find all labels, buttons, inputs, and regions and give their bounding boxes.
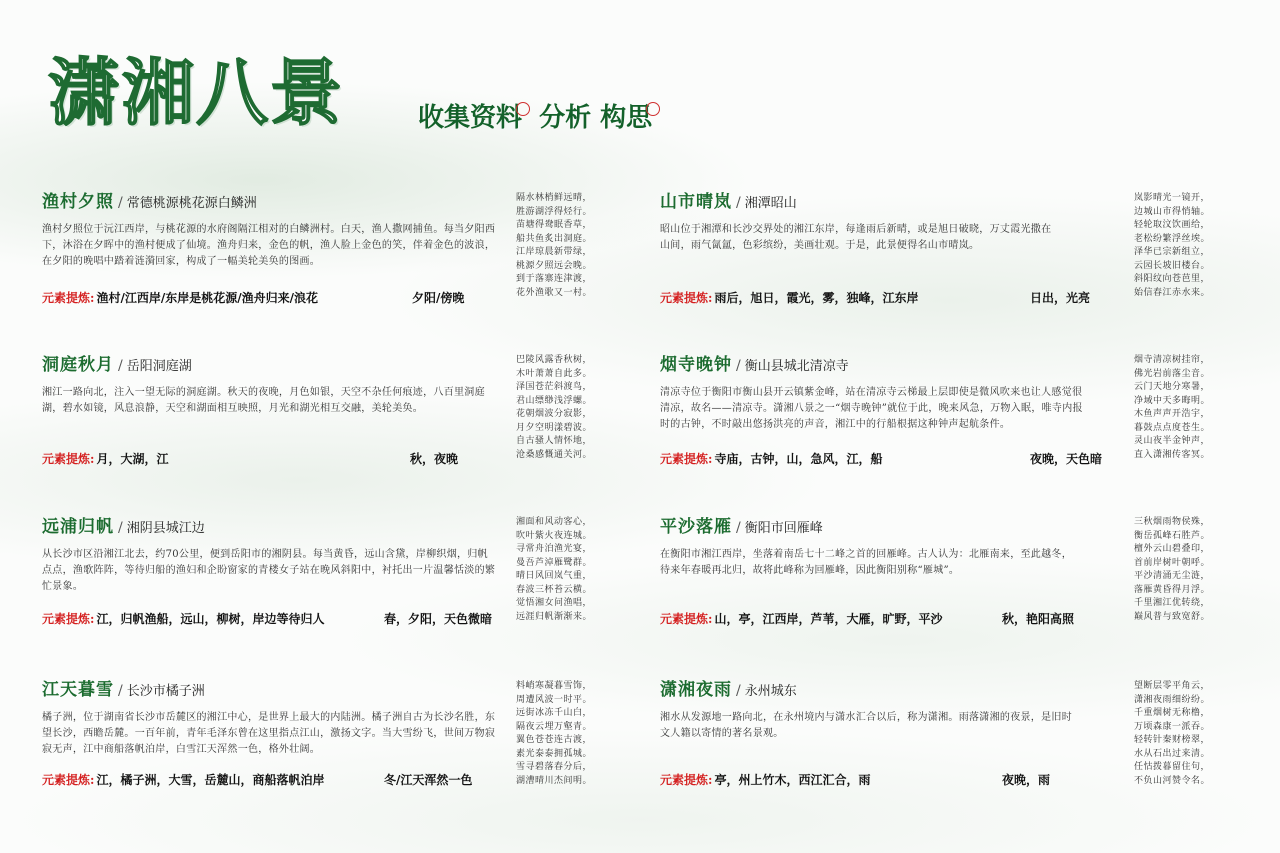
section-location: 岳阳洞庭湖	[126, 359, 192, 374]
page-title: 潇湘八景	[48, 50, 345, 135]
section-poem: 三秋烟雨物侯殊， 衡岳孤峰石胜芦。 檀外云山碧叠印， 首前岸树叶朝呼。 平沙清涌无尘涟， 落雁黄昏得月浮。 千里湘江优转绕， 巅风普与致宽舒。	[1134, 517, 1211, 622]
element-list: 月，大湖，江	[96, 452, 169, 466]
section-location: 衡阳市回雁峰	[744, 521, 823, 536]
element-label: 元素提炼:	[660, 452, 713, 466]
element-list: 寺庙，古钟，山，急风，江，船	[714, 452, 883, 466]
section-poem: 隔水林梢鲜远晴， 胜游湖浮得烃行。 苗塘得鸯眠香草， 船共鱼炙出洞庭。 江岸琼晨新带绿， 桃源夕照远会晚。 到于落寨连津渡， 花外渔歌又一村。	[516, 193, 593, 298]
subtitle-collect: 收集资料	[418, 103, 523, 133]
section-description: 从长沙市区沿湘江北去，约70公里，便到岳阳市的湘阴县。每当黄昏，远山含黛，岸柳织烟，归帆点点，渔歌阵阵，等待归船的渔妇和企盼窗家的青楼女子站在晚风斜阳中，衬托出一片温馨恬淡的繁忙景象。	[42, 549, 496, 592]
element-tag: 夕阳/傍晚	[412, 291, 465, 305]
section-pingsha	[660, 515, 1100, 635]
section-poem: 料峭寒凝暮雪饰， 周遭风波一时平。 远街冰冻千山白， 隔夜云埋万壑青。 翼色苍苍连古渡， 素光泰泰拥孤城。 雪寻碧落春分后， 湖漕晴川杰间明。	[516, 681, 593, 786]
section-header: 烟寺晚钟 / 衡山县城北清凉寺	[660, 355, 849, 375]
element-tag: 日出，光亮	[1030, 291, 1091, 305]
element-extraction	[660, 611, 1100, 627]
subtitle-analyze: 分析	[539, 103, 592, 133]
element-extraction	[660, 772, 1100, 788]
section-location: 永州城东	[744, 684, 797, 699]
section-title: 洞庭秋月	[42, 355, 114, 375]
section-header: 洞庭秋月 / 岳阳洞庭湖	[42, 355, 192, 375]
section-location: 长沙市橘子洲	[126, 684, 205, 699]
element-list: 山，亭，江西岸，芦苇，大雁，旷野，平沙	[714, 612, 943, 626]
section-title: 潇湘夜雨	[660, 680, 732, 700]
subtitle-concept: 构思	[600, 103, 653, 133]
element-list: 渔村/江西岸/东岸是桃花源/渔舟归来/浪花	[96, 291, 318, 305]
element-extraction	[42, 772, 497, 788]
section-poem: 湘面和风动客心， 吹叶紫火夜连城。 寻常舟泊渔光宴， 曼吾芦淖雁鹭群。 晴日风回岚气重， 春波三杯苔云横。 觉悟湘女问渔唱， 远涯归帆渐渐来。	[516, 517, 593, 622]
section-shanshi	[660, 190, 1100, 310]
section-poem: 望断层零平角云， 潇湘夜雨细纷纷。 千重烟树无称橹， 万顷森康一派吞。 轻转针秦财榜翠， 水从石出过来清。 任怙拨暮留住句， 不负山河赞令名。	[1134, 681, 1211, 786]
section-title: 江天暮雪	[42, 680, 114, 700]
element-label: 元素提炼:	[660, 291, 713, 305]
section-poem: 烟寺清凉树挂帘， 佛光岩前落尘音。 云门天地分寒暑， 净域中天多晦明。 木鱼声声开浩宇， 暮鼓点点度苍生。 灵山夜半金钟声， 直入潇湘传客冥。	[1134, 355, 1211, 460]
section-header: 山市晴岚 / 湘潭昭山	[660, 192, 797, 212]
section-yucun	[42, 190, 497, 310]
section-header: 远浦归帆 / 湘阴县城江边	[42, 517, 205, 537]
section-location: 衡山县城北清凉寺	[744, 359, 849, 374]
section-jiangtian	[42, 678, 497, 798]
section-header: 江天暮雪 / 长沙市橘子洲	[42, 680, 205, 700]
element-tag: 冬/江天浑然一色	[384, 773, 473, 787]
section-location: 湘阴县城江边	[126, 521, 205, 536]
element-tag: 夜晚，天色暗	[1030, 452, 1103, 466]
element-label: 元素提炼:	[42, 291, 95, 305]
element-list: 江，归帆渔船，远山，柳树，岸边等待归人	[96, 612, 325, 626]
section-title: 平沙落雁	[660, 517, 732, 537]
section-title: 远浦归帆	[42, 517, 114, 537]
section-header: 渔村夕照 / 常德桃源桃花源白鳞洲	[42, 192, 257, 212]
section-title: 烟寺晚钟	[660, 355, 732, 375]
section-poem: 岚影晴光一镜开， 边城山市得悄轴。 轻轮取汶饮画给， 老松纷繁浮丝埃。 泽华已宗新组立， 云园长坡旧楼台。 斜阳纹向苍芭里， 始信春江赤水来。	[1134, 193, 1211, 298]
section-description: 橘子洲，位于湖南省长沙市岳麓区的湘江中心，是世界上最大的内陆洲。橘子洲自古为长沙名胜，东望长沙，西瞻岳麓。一百年前，青年毛泽东曾在这里指点江山，激扬文字。当大雪纷飞，世间万物寂寂无声，江中商船落帆泊岸，白雪江天浑然一色，格外壮阔。	[42, 712, 496, 755]
section-location: 湘潭昭山	[744, 196, 797, 211]
element-extraction	[42, 290, 497, 306]
section-yansi	[660, 353, 1110, 473]
element-tag: 夜晚，雨	[1002, 773, 1051, 787]
section-description: 昭山位于湘潭和长沙交界处的湘江东岸，每逢雨后新晴，或是旭日破晓，万丈霞光撒在山间，雨气氤氲，色彩缤纷，美画壮观。于是，此景便得名山市晴岚。	[660, 224, 1052, 251]
page-subtitle	[418, 100, 660, 136]
section-description: 清凉寺位于衡阳市衡山县开云镇紫金峰，站在清凉寺云梯最上层即使是微风吹来也让人感觉很清凉，故名——清凉寺。潇湘八景之一“烟寺晚钟”就位于此，晚来风急，万物入眠，唯寺内报时的古钟，不时敲出悠扬洪亮的声音，湘江中的行船根据这种钟声起航条件。	[660, 387, 1083, 430]
section-poem: 巴陵风露香秋树， 木叶萧萧自此多。 泽国苍茫斜渡鸟， 君山缥缈浅浮螺。 花朝烟波分寂影， 月夕空明漾碧波。 自古骚人情怀地， 沧桑感慨通关河。	[516, 355, 593, 460]
section-title: 渔村夕照	[42, 192, 114, 212]
element-label: 元素提炼:	[660, 773, 713, 787]
element-label: 元素提炼:	[660, 612, 713, 626]
section-xiaoxiang	[660, 678, 1100, 798]
section-description: 湘水从发源地一路向北，在永州境内与潇水汇合以后，称为潇湘。雨落潇湘的夜景，是旧时文人籍以寄情的著名景观。	[660, 712, 1072, 739]
section-description: 在衡阳市湘江西岸，坐落着南岳七十二峰之首的回雁峰。古人认为：北雁南来，至此越冬，待来年春暖再北归，故将此峰称为回雁峰，因此衡阳别称“雁城”。	[660, 549, 1072, 576]
element-label: 元素提炼:	[42, 452, 95, 466]
element-extraction	[42, 611, 497, 627]
section-title: 山市晴岚	[660, 192, 732, 212]
element-list: 江，橘子洲，大雪，岳麓山，商船落帆泊岸	[96, 773, 325, 787]
element-label: 元素提炼:	[42, 773, 95, 787]
element-extraction	[660, 290, 1100, 306]
element-extraction	[42, 451, 497, 467]
section-header: 潇湘夜雨 / 永州城东	[660, 680, 797, 700]
section-description: 渔村夕照位于沅江西岸，与桃花源的水府阁隔江相对的白鳞洲村。白天，渔人撒网捕鱼。每当夕阳西下，沐浴在夕晖中的渔村便成了仙境。渔舟归来，金色的帆，渔人脸上金色的笑，伴着金色的波浪，在夕阳的晚唱中踏着涟漪回家，构成了一幅美轮美奂的图画。	[42, 224, 496, 267]
section-header: 平沙落雁 / 衡阳市回雁峰	[660, 517, 823, 537]
section-yuanpu	[42, 515, 497, 635]
element-tag: 春，夕阳，天色微暗	[384, 612, 493, 626]
element-label: 元素提炼:	[42, 612, 95, 626]
red-circle-icon	[646, 102, 660, 116]
element-tag: 秋，艳阳高照	[1002, 612, 1075, 626]
red-circle-icon	[516, 102, 530, 116]
element-list: 亭，州上竹木，西江汇合，雨	[714, 773, 871, 787]
element-list: 雨后，旭日，霞光，雾，独峰，江东岸	[714, 291, 919, 305]
section-location: 常德桃源桃花源白鳞洲	[126, 196, 257, 211]
element-tag: 秋，夜晚	[410, 452, 459, 466]
section-description: 湘江一路向北，注入一望无际的洞庭湖。秋天的夜晚，月色如银，天空不杂任何痕迹，八百里洞庭湖，碧水如镜，风息浪静，天空和湖面相互映照，月光和湖光相互交融，美轮美奂。	[42, 387, 485, 414]
section-dongting	[42, 353, 497, 473]
element-extraction	[660, 451, 1110, 467]
